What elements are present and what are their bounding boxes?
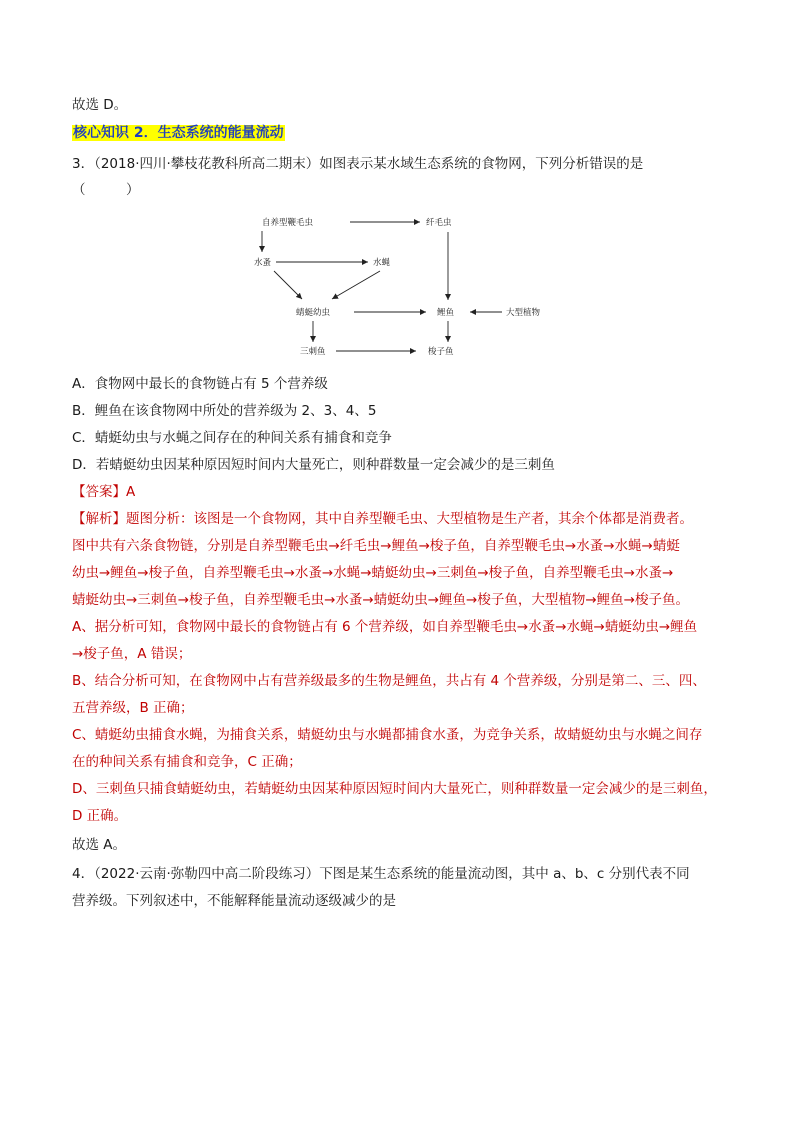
analysis-line-4: 蜻蜓幼虫→三刺鱼→梭子鱼，自养型鞭毛虫→水蚤→蜻蜓幼虫→鲤鱼→梭子鱼，大型植物→鲤鱼→梭子鱼。 <box>72 592 689 608</box>
q3-answer: 【答案】A <box>72 484 136 500</box>
analysis-line-8: 五营养级，B 正确； <box>72 700 194 716</box>
node-flagellate: 自养型鞭毛虫 <box>262 218 314 228</box>
analysis-label: 【解析】 <box>72 511 126 527</box>
q3-stem: 3．（2018·四川·攀枝花教科所高二期末）如图表示某水域生态系统的食物网，下列分析错误的是 <box>72 156 644 172</box>
q3-stem-blank: （ ） <box>72 182 140 198</box>
prev-answer-line: 故选 D。 <box>72 97 128 113</box>
node-plant: 大型植物 <box>506 308 541 318</box>
analysis-line-2: 图中共有六条食物链，分别是自养型鞭毛虫→纤毛虫→鲤鱼→梭子鱼，自养型鞭毛虫→水蚤→水蝇→蜻蜓 <box>72 538 680 554</box>
node-pike: 梭子鱼 <box>428 347 454 357</box>
node-water-flea: 水蚤 <box>254 258 272 268</box>
section-heading-text: 核心知识 2．生态系统的能量流动 <box>73 125 284 141</box>
analysis-line-12: D 正确。 <box>72 808 128 824</box>
node-dragonfly: 蜻蜓幼虫 <box>296 308 331 318</box>
food-web-diagram <box>240 208 560 368</box>
q4-stem: 4．（2022·云南·弥勒四中高二阶段练习）下图是某生态系统的能量流动图，其中 a、b、c 分别代表不同 <box>72 866 690 882</box>
node-stickleback: 三刺鱼 <box>300 347 326 357</box>
analysis-line-1 <box>72 510 693 528</box>
analysis-line-6: →梭子鱼，A 错误； <box>72 646 192 662</box>
analysis-line-9: C、蜻蜓幼虫捕食水蝇，为捕食关系，蜻蜓幼虫与水蝇都捕食水蚤，为竞争关系，故蜻蜓幼虫与水蝇之间存 <box>72 727 703 743</box>
analysis-line-3: 幼虫→鲤鱼→梭子鱼，自养型鞭毛虫→水蚤→水蝇→蜻蜓幼虫→三刺鱼→梭子鱼，自养型鞭毛虫→水蚤→ <box>72 565 674 581</box>
section-heading <box>72 124 285 142</box>
node-ciliate: 纤毛虫 <box>426 218 452 228</box>
node-mayfly: 水蝇 <box>373 258 391 268</box>
analysis-line-11: D、三刺鱼只捕食蜻蜓幼虫，若蜻蜓幼虫因某种原因短时间内大量死亡，则种群数量一定会减少的是三刺鱼， <box>72 781 717 797</box>
q3-option-d: D．若蜻蜓幼虫因某种原因短时间内大量死亡，则种群数量一定会减少的是三刺鱼 <box>72 457 555 473</box>
node-carp: 鲤鱼 <box>437 308 455 318</box>
q3-option-b: B．鲤鱼在该食物网中所处的营养级为 2、3、4、5 <box>72 403 377 419</box>
q4-stem-2: 营养级。下列叙述中，不能解释能量流动逐级减少的是 <box>72 893 396 909</box>
edge-waterflea-dragonfly <box>274 271 302 299</box>
analysis-intro: 题图分析：该图是一个食物网，其中自养型鞭毛虫、大型植物是生产者，其余个体都是消费者。 <box>126 511 693 527</box>
analysis-line-7: B、结合分析可知，在食物网中占有营养级最多的生物是鲤鱼，共占有 4 个营养级，分别是第二、三、四、 <box>72 673 706 689</box>
analysis-line-5: A、据分析可知，食物网中最长的食物链占有 6 个营养级，如自养型鞭毛虫→水蚤→水蝇→蜻蜓幼虫→鲤鱼 <box>72 619 698 635</box>
q3-option-c: C．蜻蜓幼虫与水蝇之间存在的种间关系有捕食和竞争 <box>72 430 392 446</box>
analysis-line-10: 在的种间关系有捕食和竞争，C 正确； <box>72 754 302 770</box>
q3-option-a: A．食物网中最长的食物链占有 5 个营养级 <box>72 376 328 392</box>
edge-mayfly-dragonfly <box>332 271 380 299</box>
q3-choose: 故选 A。 <box>72 837 127 853</box>
